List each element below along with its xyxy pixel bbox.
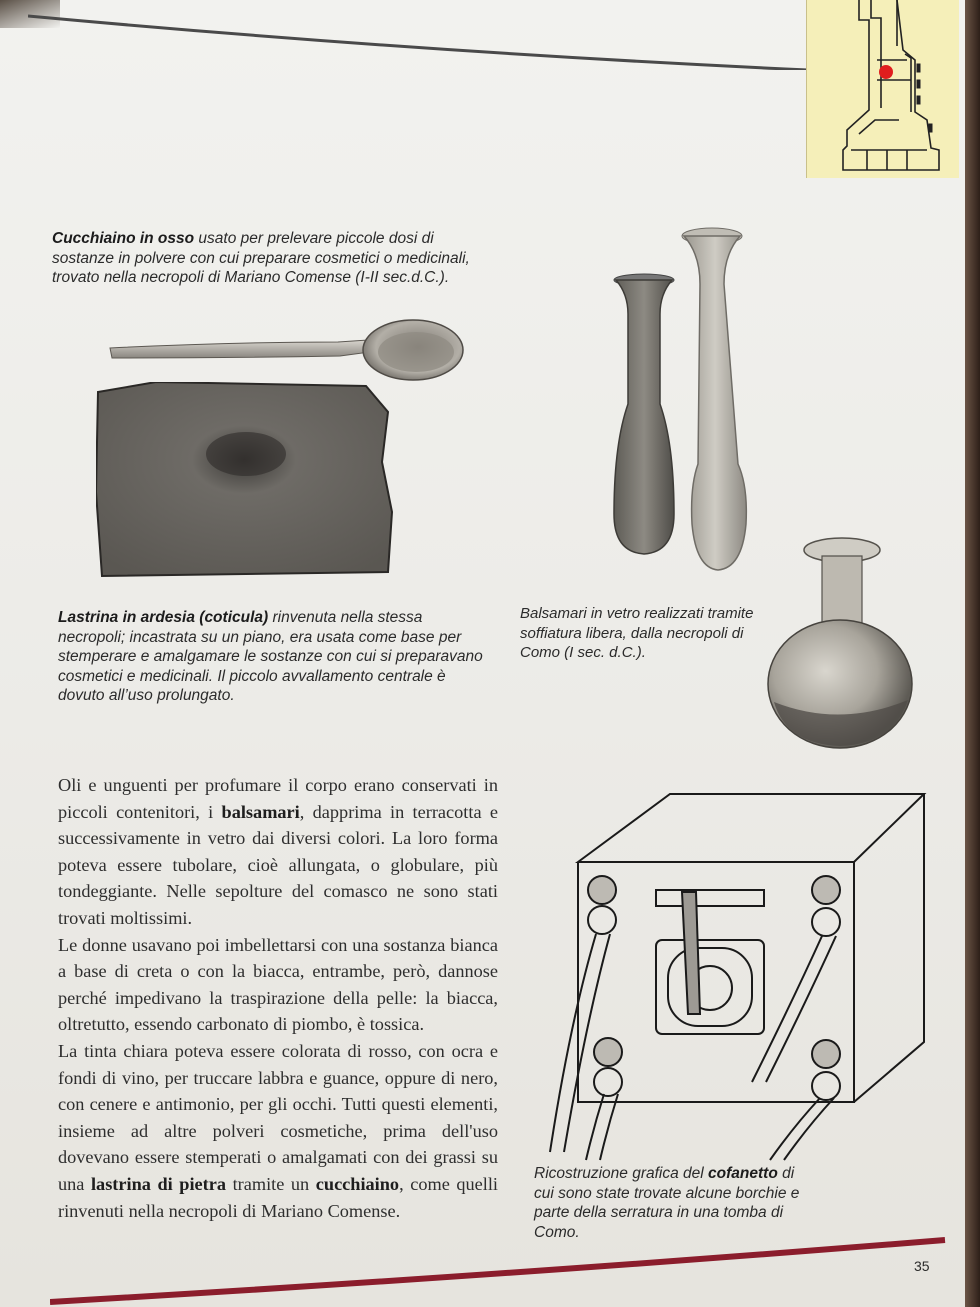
cofanetto-caption-text: Ricostruzione grafica del <box>534 1165 709 1182</box>
cofanetto-caption <box>534 1164 802 1242</box>
body-text-segment: Le donne usavano poi imbellettarsi con una sostanza bianca a base di creta o con la biacca, entrambe, però, dannose perché impedivano la traspirazione della pelle: la biacca, oltretutto, essendo carbonato di piombo, è tossica. <box>58 934 498 1035</box>
globular-balsamario-photo <box>764 532 914 750</box>
body-text-bold: balsamari <box>221 801 300 822</box>
body-paragraph-1 <box>58 772 498 932</box>
museum-map <box>806 0 959 178</box>
top-rule <box>28 14 808 70</box>
body-text-segment: La tinta chiara poteva essere colorata di rosso, con ocra e fondi di vino, per truccare labbra e guance, oppure di nero, con cenere e antimonio, per gli occhi. Tutti questi elementi, insieme ad altre polveri cosmetiche, prima dell'uso dovevano essere stemperati o amalgamati con dei grassi su una <box>58 1040 498 1194</box>
body-text-segment: , dapprima in terracotta e successivamente in vetro dai diversi colori. La loro forma poteva essere tubolare, cioè allungata, o globulare, più tondeggiante. Nelle sepolture del comasco ne sono stati trovati moltissimi. <box>58 801 498 928</box>
spoon-caption-text: usato per prelevare piccole dosi di sostanze in polvere con cui preparare cosmetici o medicinali, trovato nella necropoli di Mariano Comense (I-II sec.d.C.). <box>52 230 470 286</box>
location-marker-icon <box>879 65 893 79</box>
slab-caption <box>58 608 490 706</box>
page-number: 35 <box>914 1258 930 1274</box>
body-text-bold: lastrina di pietra <box>90 1173 226 1194</box>
body-text-segment: , come quelli rinvenuti nella necropoli di Mariano Comense. <box>58 1173 499 1221</box>
body-text-bold: cucchiaino <box>315 1173 400 1194</box>
slab-caption-title: Lastrina in ardesia (coticula) <box>58 609 269 626</box>
museum-floorplan-icon <box>807 0 959 178</box>
cofanetto-caption-text: di cui sono state trovate alcune borchie e parte della serratura in una tomba di Como. <box>534 1165 800 1241</box>
body-text <box>58 772 498 1224</box>
bone-spoon-photo <box>108 312 464 384</box>
cofanetto-drawing <box>530 782 930 1162</box>
balsamari-caption <box>520 604 782 663</box>
bottom-rule <box>50 1236 950 1306</box>
body-text-segment: Oli e unguenti per profumare il corpo erano conservati in piccoli contenitori, i <box>58 775 498 822</box>
spoon-caption <box>52 229 492 288</box>
slate-slab-photo <box>96 382 398 578</box>
cofanetto-caption-title: cofanetto <box>708 1165 778 1182</box>
balsamari-caption-text: Balsamari in vetro realizzati tramite soffiatura libera, dalla necropoli di Como (I sec. d.C.). <box>520 605 754 661</box>
glass-balsamari-photo <box>600 224 770 580</box>
body-paragraph-3 <box>58 1038 498 1224</box>
slab-caption-text: rinvenuta nella stessa necropoli; incastrata su un piano, era usata come base per stemperare e amalgamare le sostanze con cui si preparavano cosmetici e medicinali. Il piccolo avvallamento centrale è dovuto all’uso prolungato. <box>58 609 483 704</box>
body-paragraph-2 <box>58 932 498 1038</box>
spoon-caption-title: Cucchiaino in osso <box>52 230 195 247</box>
page-edge-shadow <box>965 0 980 1307</box>
body-text-segment: tramite un <box>226 1173 316 1194</box>
